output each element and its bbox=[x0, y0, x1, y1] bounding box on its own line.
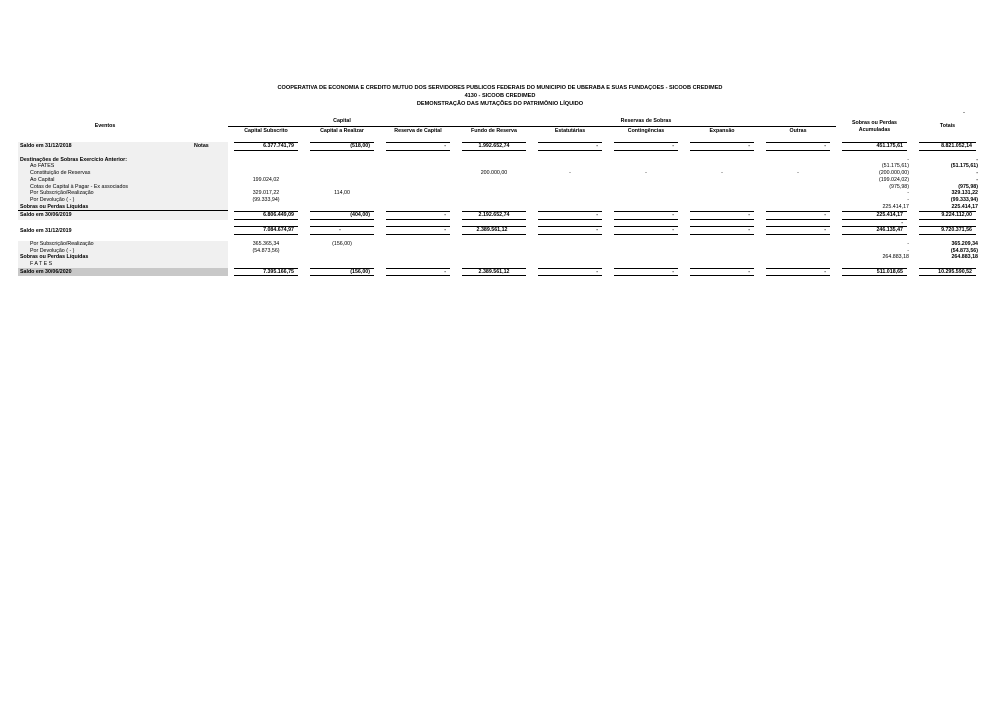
col-capital-subscrito: Capital Subscrito bbox=[244, 128, 288, 135]
col-reserva-capital: Reserva de Capital bbox=[394, 128, 442, 135]
table-row: Por Subscrição/Realização 365.365,34 (156,00) - 365.209,34 bbox=[18, 241, 982, 248]
table-row: Por Devolução ( - ) (99.333,94) - (99.333,94) bbox=[18, 197, 982, 204]
table-row: F A T E S bbox=[18, 261, 982, 268]
table-row: Destinações de Sobras Exercício Anterior: - - bbox=[20, 156, 978, 163]
table-row: Constituição de Reservas 200.000,00 - - - - (200.000,00) - bbox=[18, 170, 982, 177]
col-contingencias: Contingências bbox=[627, 128, 665, 135]
table-row: Saldo em 30/06/2019 6.806.449,09 (404,00) - 2.192.652,74 - - - - 225.414,17 9.224.112,00 bbox=[18, 211, 982, 220]
col-group-capital: Capital bbox=[228, 117, 456, 127]
corner-dash: - bbox=[963, 110, 965, 116]
table-row: Sobras ou Perdas Líquidas 225.414,17 225.414,17 bbox=[20, 203, 978, 210]
report-header bbox=[0, 84, 1000, 108]
table-row: Por Subscrição/Realização 329.017,22 114,00 - 329.131,22 bbox=[18, 190, 982, 197]
col-sobras: Sobras ou Perdas Acumuladas bbox=[851, 119, 898, 133]
table-row: Cotas de Capital à Pagar - Ex associados (975,98) (975,98) bbox=[18, 184, 982, 191]
table-row: Saldo em 31/12/2018 Notas 6.377.741,79 (518,00) - 1.992.652,74 - - - - 451.175,61 8.821.052,14 bbox=[18, 142, 982, 151]
header-row-groups bbox=[18, 117, 982, 127]
col-capital-realizar: Capital a Realizar bbox=[320, 128, 364, 135]
table-row: Saldo em 31/12/2019 7.084.674,97 - - 2.389.561,12 - - - - 246.135,47 9.720.371,56 bbox=[18, 227, 982, 235]
report-title: DEMONSTRAÇÃO DAS MUTAÇÕES DO PATRIMÔNIO LÍQUIDO bbox=[416, 101, 584, 107]
col-group-reservas: Reservas de Sobras bbox=[456, 117, 836, 127]
col-totais: Totais bbox=[939, 123, 956, 130]
col-eventos: Eventos bbox=[94, 123, 116, 130]
col-expansao: Expansão bbox=[709, 128, 735, 135]
equity-changes-table bbox=[18, 117, 982, 276]
unit-name: 4130 - SICOOB CREDIMED bbox=[464, 93, 536, 99]
col-outras: Outras bbox=[789, 128, 807, 135]
table-row: Ao Capital 199.024,02 (199.024,02) - bbox=[18, 177, 982, 184]
table-row: Por Devolução ( - ) (54.873,56) - (54.873,56) bbox=[18, 248, 982, 255]
col-fundo-reserva: Fundo de Reserva bbox=[471, 128, 517, 135]
table-row: Saldo em 30/06/2020 7.395.166,75 (156,00) - 2.389.561,12 - - - - 511.018,65 10.295.590,52 bbox=[18, 268, 982, 277]
col-estatutarias: Estatutárias bbox=[554, 128, 586, 135]
table-row: - bbox=[18, 220, 982, 228]
table-row: Sobras ou Perdas Líquidas 264.883,18 264.883,18 bbox=[20, 254, 978, 261]
company-name: COOPERATIVA DE ECONOMIA E CREDITO MUTUO DOS SERVIDORES PUBLICOS FEDERAIS DO MUNICIPIO DE UBERABA E SUAS FUNDAÇOES - SICOOB CREDIMED bbox=[277, 85, 723, 91]
table-row: Ao FATES (51.175,61) (51.175,61) bbox=[18, 163, 982, 170]
